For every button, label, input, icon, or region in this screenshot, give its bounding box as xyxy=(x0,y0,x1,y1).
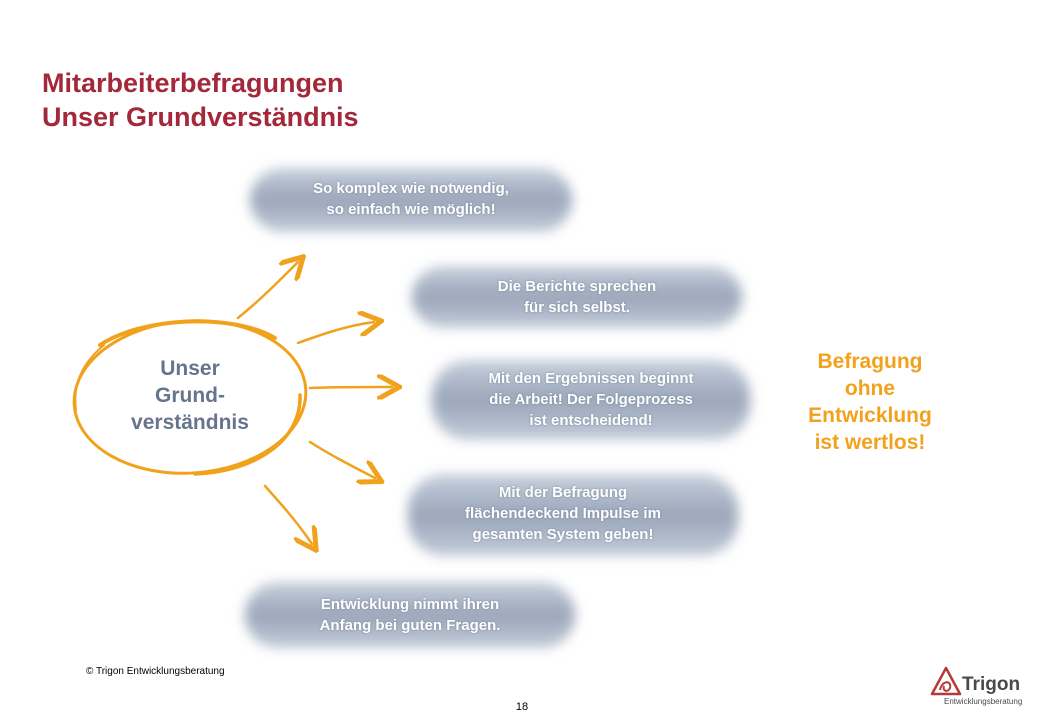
conclusion-statement xyxy=(770,348,970,456)
principle-2-line-2: für sich selbst. xyxy=(524,299,630,316)
principle-5-line-1: Entwicklung nimmt ihren xyxy=(320,596,500,613)
principle-1-line-2: so einfach wie möglich! xyxy=(326,201,496,218)
title-line-2: Unser Grundverständnis xyxy=(42,102,359,132)
conclusion-line-1: Befragung xyxy=(817,350,923,373)
arrow-5 xyxy=(265,486,312,544)
center-label-line-2: Grund- xyxy=(155,384,225,407)
principle-4-line-1: Mit der Befragung xyxy=(498,484,628,501)
principle-4-line-2: flächendeckend Impulse im xyxy=(465,505,661,522)
principle-2-line-1: Die Berichte sprechen xyxy=(497,278,657,295)
center-label xyxy=(100,355,280,436)
principle-3-line-1: Mit den Ergebnissen beginnt xyxy=(488,370,694,387)
copyright-notice: © Trigon Entwicklungsberatung xyxy=(86,666,225,677)
conclusion-line-2: ohne xyxy=(844,377,896,400)
principle-3-line-2: die Arbeit! Der Folgeprozess xyxy=(489,391,693,408)
logo-subtitle: Entwicklungsberatung xyxy=(944,697,1023,706)
arrow-4 xyxy=(310,442,375,478)
principle-1 xyxy=(250,178,572,220)
center-label-line-1: Unser xyxy=(160,357,220,380)
arrow-3 xyxy=(310,387,392,388)
principle-4-line-3: gesamten System geben! xyxy=(472,526,654,543)
arrow-2 xyxy=(298,322,374,343)
principle-3-line-3: ist entscheidend! xyxy=(529,412,653,429)
logo-brand: Trigon xyxy=(962,674,1021,695)
page-number: 18 xyxy=(515,701,529,713)
principle-2 xyxy=(412,276,742,318)
center-label-line-3: verständnis xyxy=(131,411,249,434)
conclusion-line-4: ist wertlos! xyxy=(814,431,926,454)
principle-5 xyxy=(245,594,575,636)
conclusion-line-3: Entwicklung xyxy=(808,404,932,427)
principle-5-line-2: Anfang bei guten Fragen. xyxy=(319,617,501,634)
arrow-1 xyxy=(238,262,298,318)
principle-3 xyxy=(432,368,750,431)
trigon-logo xyxy=(928,660,1028,710)
principle-1-line-1: So komplex wie notwendig, xyxy=(313,180,509,197)
principle-4 xyxy=(408,482,718,545)
title-line-1: Mitarbeiterbefragungen xyxy=(42,68,344,98)
